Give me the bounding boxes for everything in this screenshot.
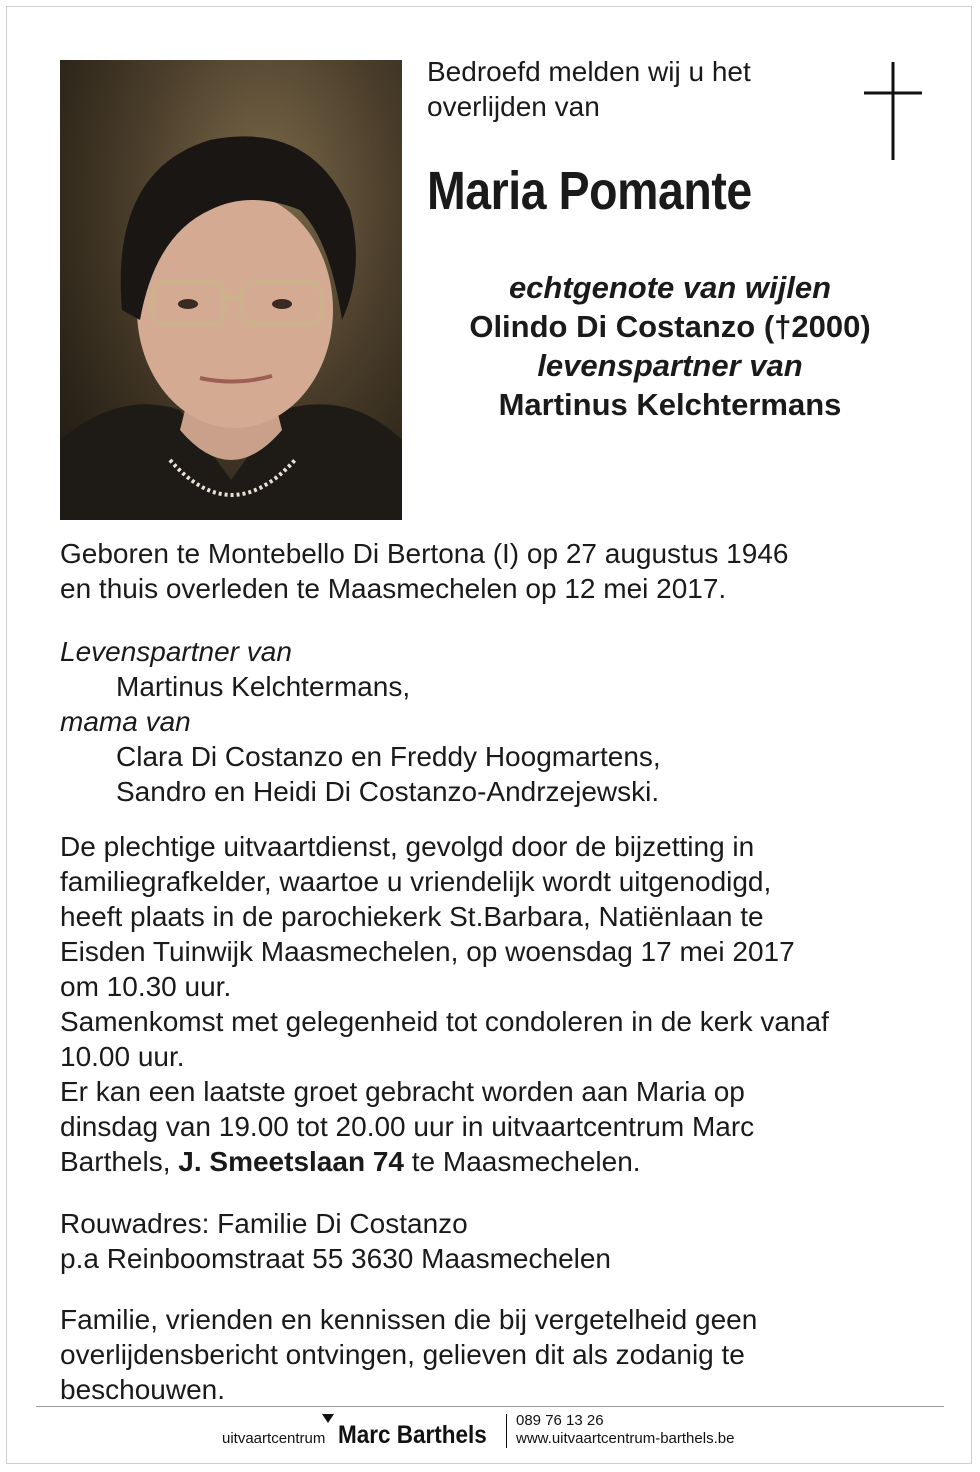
- footer-contact: [516, 1412, 734, 1448]
- triangle-down-icon: [322, 1414, 334, 1423]
- mourning-address: [60, 1206, 940, 1276]
- service-paragraph: [60, 829, 940, 1179]
- text-line: en thuis overleden te Maasmechelen op 12 mei 2017.: [60, 573, 727, 604]
- relation-line: Olindo Di Costanzo (†2000): [469, 309, 871, 344]
- mother-label: mama van: [60, 706, 191, 737]
- child-line: Sandro en Heidi Di Costanzo-Andrzejewski.: [116, 776, 660, 807]
- child-line: Clara Di Costanzo en Freddy Hoogmartens,: [116, 741, 661, 772]
- intro-line: overlijden van: [427, 91, 600, 122]
- text-line: De plechtige uitvaartdienst, gevolgd door de bijzetting in: [60, 831, 755, 862]
- text-line: Rouwadres: Familie Di Costanzo: [60, 1208, 468, 1239]
- relation-line: levenspartner van: [537, 348, 803, 383]
- portrait-photo: [60, 60, 402, 520]
- birth-death-paragraph: [60, 536, 940, 606]
- relation-line: echtgenote van wijlen: [508, 270, 832, 305]
- text-line: beschouwen.: [60, 1374, 226, 1405]
- footer-brand: Marc Barthels: [338, 1421, 487, 1449]
- closing-paragraph: [60, 1302, 940, 1407]
- cross-icon: [864, 62, 922, 160]
- text-fragment: te Maasmechelen.: [403, 1146, 641, 1177]
- text-line: 10.00 uur.: [60, 1041, 185, 1072]
- footer-phone: 089 76 13 26: [516, 1412, 604, 1429]
- announcement-intro: [427, 54, 847, 124]
- intro-line: Bedroefd melden wij u het: [427, 56, 751, 87]
- relation-line: Martinus Kelchtermans: [498, 387, 842, 422]
- text-line: dinsdag van 19.00 tot 20.00 uur in uitvaartcentrum Marc: [60, 1111, 755, 1142]
- footer-separator: [506, 1414, 507, 1448]
- deceased-name: Maria Pomante: [427, 161, 752, 221]
- footer-divider: [36, 1406, 944, 1407]
- text-line: om 10.30 uur.: [60, 971, 232, 1002]
- text-line: Samenkomst met gelegenheid tot condoleren in de kerk vanaf: [60, 1006, 829, 1037]
- text-line: heeft plaats in de parochiekerk St.Barbara, Natiënlaan te: [60, 901, 764, 932]
- text-line: overlijdensbericht ontvingen, gelieven dit als zodanig te: [60, 1339, 745, 1370]
- text-line: Eisden Tuinwijk Maasmechelen, op woensdag 17 mei 2017: [60, 936, 795, 967]
- partner-name: Martinus Kelchtermans,: [116, 671, 411, 702]
- relations-block: [420, 268, 920, 424]
- text-line: Er kan een laatste groet gebracht worden aan Maria op: [60, 1076, 745, 1107]
- text-line: Familie, vrienden en kennissen die bij vergetelheid geen: [60, 1304, 758, 1335]
- footer-label: uitvaartcentrum: [222, 1430, 326, 1447]
- text-line: [60, 1144, 940, 1179]
- text-line: Geboren te Montebello Di Bertona (I) op 27 augustus 1946: [60, 538, 789, 569]
- funeral-home-address: J. Smeetslaan 74: [178, 1146, 404, 1177]
- family-paragraph: [60, 634, 940, 809]
- text-fragment: Barthels,: [60, 1146, 179, 1177]
- partner-label: Levenspartner van: [60, 636, 292, 667]
- footer-website[interactable]: www.uitvaartcentrum-barthels.be: [516, 1430, 735, 1447]
- text-line: familiegrafkelder, waartoe u vriendelijk wordt uitgenodigd,: [60, 866, 772, 897]
- text-line: p.a Reinboomstraat 55 3630 Maasmechelen: [60, 1243, 612, 1274]
